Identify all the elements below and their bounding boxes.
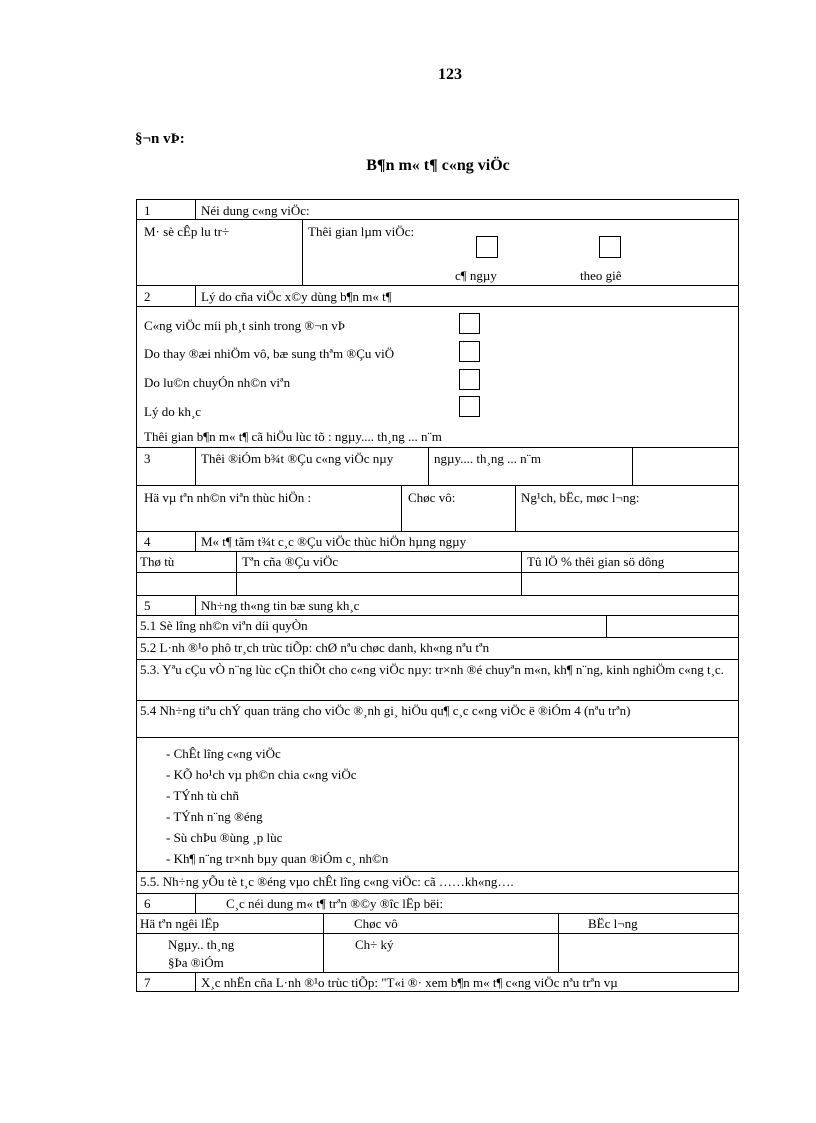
section-5-heading: Nh÷ng th«ng tin bæ sung kh¸c xyxy=(201,598,360,613)
row-divider xyxy=(136,637,739,638)
divider xyxy=(302,219,303,285)
row-divider xyxy=(136,219,739,220)
staff-position-label: Chøc vô: xyxy=(408,490,456,505)
row-divider xyxy=(136,531,739,532)
divider xyxy=(195,531,196,551)
section-1-heading: Néi dung c«ng viÖc: xyxy=(201,203,310,218)
prepared-date-line: Ngµy.. th¸ng xyxy=(168,937,235,952)
col-preparer-name: Hä tªn ngêi lËp xyxy=(140,916,220,931)
effective-date-line: Thêi gian b¶n m« t¶ cã hiÖu lùc tõ : ngµy.... th¸ng ... n¨m xyxy=(144,429,442,444)
section-6-number: 6 xyxy=(144,896,151,911)
section-2-heading: Lý do cña viÖc x©y dùng b¶n m« t¶ xyxy=(201,289,392,304)
row-divider xyxy=(136,572,739,573)
criterion-planning: - KÕ ho¹ch vµ ph©n chia c«ng viÖc xyxy=(166,767,357,782)
row-divider xyxy=(136,551,739,552)
reason-rotation-checkbox[interactable] xyxy=(459,369,480,390)
start-date-value: ngµy.... th¸ng ... n¨m xyxy=(434,451,542,466)
fullday-option-label: c¶ ngµy xyxy=(455,268,497,283)
page-number: 123 xyxy=(438,66,462,83)
row-divider xyxy=(136,700,739,701)
divider xyxy=(606,615,607,637)
fullday-checkbox[interactable] xyxy=(476,236,498,258)
row-divider xyxy=(136,485,739,486)
reason-new-job-checkbox[interactable] xyxy=(459,313,480,334)
section-6-heading: C¸c néi dung m« t¶ trªn ®©y ®îc lËp bëi: xyxy=(226,896,444,911)
divider xyxy=(236,551,237,595)
divider xyxy=(195,595,196,615)
section-4-number: 4 xyxy=(144,534,151,549)
criterion-quality: - ChÊt lîng c«ng viÖc xyxy=(166,746,281,761)
col-preparer-rank: BËc l¬ng xyxy=(588,916,638,931)
section-7-text: X¸c nhËn cña L·nh ®¹o trùc tiÕp: "T«i ®· xem b¶n m« t¶ c«ng viÖc nªu trªn vµ xyxy=(201,975,618,990)
section-3-number: 3 xyxy=(144,451,151,466)
reason-other-checkbox[interactable] xyxy=(459,396,480,417)
row-divider xyxy=(136,595,739,596)
criterion-dynamism: - TÝnh n¨ng ®éng xyxy=(166,809,263,824)
row-divider xyxy=(136,913,739,914)
row-divider xyxy=(136,737,739,738)
row-divider xyxy=(136,306,739,307)
criterion-autonomy: - TÝnh tù chñ xyxy=(166,788,240,803)
storage-code-label: M· sè cÊp lu tr÷ xyxy=(144,224,230,239)
row-divider xyxy=(136,893,739,894)
reason-duty-change: Do thay ®æi nhiÖm vô, bæ sung thªm ®Çu viÖ xyxy=(144,346,395,361)
reason-other: Lý do kh¸c xyxy=(144,404,202,419)
divider xyxy=(632,447,633,485)
document-title: B¶n m« t¶ c«ng viÖc xyxy=(366,157,510,174)
prepared-place-line: §Þa ®iÓm xyxy=(168,955,224,970)
row-divider xyxy=(136,933,739,934)
col-order-header: Thø tù xyxy=(140,554,175,569)
divider xyxy=(521,551,522,595)
row-divider xyxy=(136,447,739,448)
section-7-number: 7 xyxy=(144,975,151,990)
signature-label: Ch÷ ký xyxy=(355,937,394,952)
col-time-pct-header: Tû lÖ % thêi gian sö dông xyxy=(527,554,665,569)
staff-rank-label: Ng¹ch, bËc, møc l¬ng: xyxy=(521,490,640,505)
row-divider xyxy=(136,659,739,660)
start-time-label: Thêi ®iÓm b¾t ®Çu c«ng viÖc nµy xyxy=(201,451,394,466)
item-5-4: 5.4 Nh÷ng tiªu chÝ quan träng cho viÖc ®¸nh gi¸ hiÖu qu¶ c¸c c«ng viÖc ë ®iÓm 4 (nªu trªn) xyxy=(140,703,631,718)
hourly-option-label: theo giê xyxy=(580,268,622,283)
criterion-pressure: - Sù chÞu ®ùng ¸p lùc xyxy=(166,830,283,845)
staff-name-label: Hä vµ tªn nh©n viªn thùc hiÖn : xyxy=(144,490,312,505)
col-task-name-header: Tªn cña ®Çu viÖc xyxy=(242,554,339,569)
divider xyxy=(428,447,429,485)
item-5-5: 5.5. Nh÷ng yÕu tè t¸c ®éng vµo chÊt lîng c«ng viÖc: cã ……kh«ng…. xyxy=(140,874,514,889)
section-1-number: 1 xyxy=(144,203,151,218)
reason-rotation: Do lu©n chuyÓn nh©n viªn xyxy=(144,375,291,390)
reason-duty-change-checkbox[interactable] xyxy=(459,341,480,362)
divider xyxy=(195,285,196,306)
divider xyxy=(195,447,196,485)
divider xyxy=(195,972,196,992)
criterion-presentation: - Kh¶ n¨ng tr×nh bµy quan ®iÓm c¸ nh©n xyxy=(166,851,389,866)
unit-label: §¬n vÞ: xyxy=(135,131,185,147)
row-divider xyxy=(136,871,739,872)
divider xyxy=(515,485,516,531)
divider xyxy=(558,913,559,972)
row-divider xyxy=(136,972,739,973)
divider xyxy=(195,199,196,219)
divider xyxy=(323,913,324,972)
work-time-label: Thêi gian lµm viÖc: xyxy=(308,224,415,239)
row-divider xyxy=(136,615,739,616)
item-5-3: 5.3. Yªu cÇu vÒ n¨ng lùc cÇn thiÕt cho c«ng viÖc nµy: tr×nh ®é chuyªn m«n, kh¶ n¨ng, kinh nghiÖm c«ng t¸c. xyxy=(140,662,724,677)
item-5-2: 5.2 L·nh ®¹o phô tr¸ch trùc tiÕp: chØ nªu chøc danh, kh«ng nªu tªn xyxy=(140,640,490,655)
col-preparer-position: Chøc vô xyxy=(354,916,398,931)
section-5-number: 5 xyxy=(144,598,151,613)
section-2-number: 2 xyxy=(144,289,151,304)
divider xyxy=(195,893,196,913)
hourly-checkbox[interactable] xyxy=(599,236,621,258)
row-divider xyxy=(136,285,739,286)
item-5-1: 5.1 Sè lîng nh©n viªn díi quyÒn xyxy=(140,618,308,633)
divider xyxy=(401,485,402,531)
section-4-heading: M« t¶ tãm t¾t c¸c ®Çu viÖc thùc hiÖn hµng ngµy xyxy=(201,534,467,549)
reason-new-job: C«ng viÖc míi ph¸t sinh trong ®¬n vÞ xyxy=(144,318,346,333)
